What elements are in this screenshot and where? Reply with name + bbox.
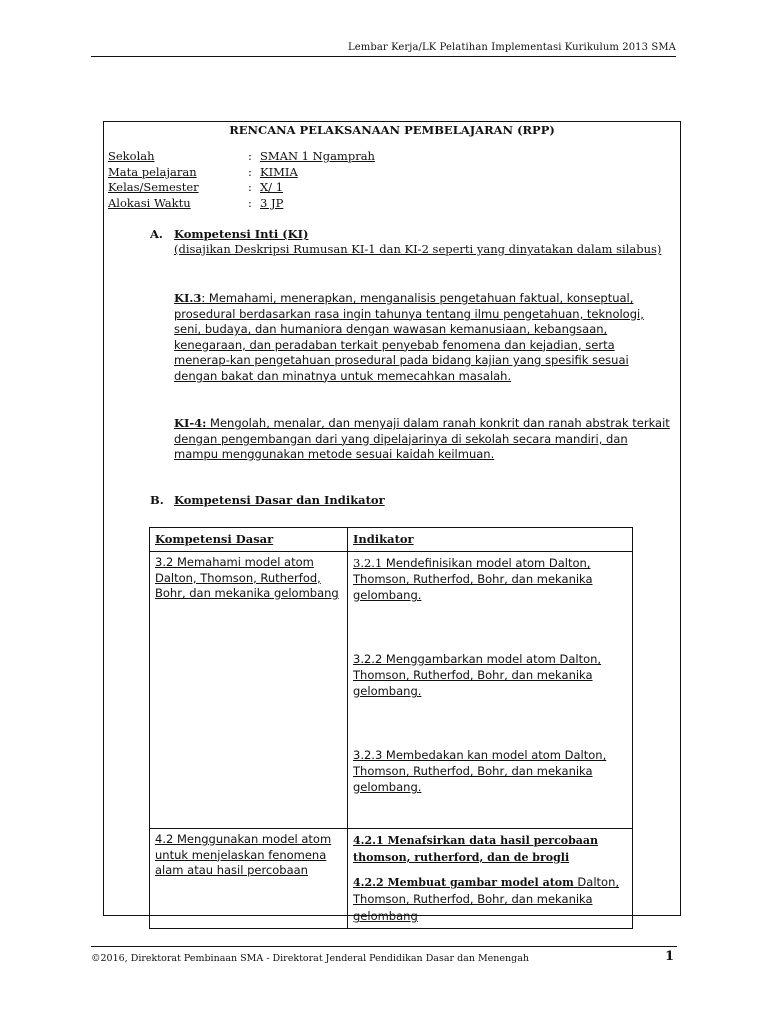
kd-text: 4.2 Menggunakan model atom untuk menjelaskan fenomena alam atau hasil percobaan	[155, 832, 332, 877]
identity-row-kelas	[108, 180, 375, 196]
section-title: Kompetensi Inti (KI)	[174, 227, 309, 241]
ki3-text: : Memahami, menerapkan, menganalisis pengetahuan faktual, konseptual, prosedural berdasarkan rasa ingin tahunya tentang ilmu pengetahuan, teknologi, seni, budaya, dan humaniora dengan wawasan kemanusiaan, kebangsaan, kenegaraan, dan peradaban terkait penyebab fenomena dan kejadian, serta menerap-kan pengetahuan prosedural pada bidang kajian yang spesifik sesuai dengan bakat dan minatnya untuk memecahkan masalah.	[174, 291, 644, 383]
indikator-item: 3.2.2 Menggambarkan model atom Dalton, Thomson, Rutherfod, Bohr, dan mekanika gelombang.	[353, 652, 602, 698]
header-kompetensi-dasar: Kompetensi Dasar	[150, 528, 348, 552]
header-rule	[91, 56, 676, 57]
page-header: Lembar Kerja/LK Pelatihan Implementasi Kurikulum 2013 SMA	[348, 42, 676, 53]
indikator-item: 3.2.1 Mendefinisikan model atom Dalton, Thomson, Rutherfod, Bohr, dan mekanika gelombang.	[353, 556, 593, 602]
identity-row-sekolah	[108, 149, 375, 165]
indikator-item: 4.2.2 Membuat gambar model atom Dalton, Thomson, Rutherfod, Bohr, dan mekanika gelombang	[353, 875, 620, 923]
identity-value: 3 JP	[260, 195, 284, 210]
kd-text: 3.2 Memahami model atom Dalton, Thomson, Rutherfod, Bohr, dan mekanika gelombang	[155, 555, 339, 600]
kd-indikator-table	[149, 527, 633, 929]
page-number: 1	[664, 949, 674, 964]
header-indikator: Indikator	[348, 528, 633, 552]
section-a-heading	[150, 227, 308, 241]
indikator-item: 4.2.1 Menafsirkan data hasil percobaan thomson, rutherford, dan de brogli	[353, 834, 599, 864]
identity-value: X/ 1	[260, 180, 284, 194]
section-b-heading	[150, 493, 385, 507]
ki3-label: KI.3	[174, 291, 202, 305]
identity-label: Mata pelajaran	[108, 164, 197, 179]
identity-row-mapel	[108, 165, 375, 181]
kd-cell	[150, 552, 348, 829]
identity-label: Alokasi Waktu	[108, 195, 191, 210]
indikator-cell	[348, 829, 633, 929]
table-row	[150, 552, 633, 829]
rpp-title: RENCANA PELAKSANAAN PEMBELAJARAN (RPP)	[229, 123, 555, 137]
ki4-paragraph	[174, 416, 674, 463]
footer-text: ©2016, Direktorat Pembinaan SMA - Direktorat Jenderal Pendidikan Dasar dan Menengah	[91, 953, 530, 964]
identity-row-alokasi	[108, 196, 375, 212]
table-header-row	[150, 528, 633, 552]
identity-separator: :	[248, 149, 252, 163]
indikator-cell	[348, 552, 633, 829]
kd-cell	[150, 829, 348, 929]
identity-separator: :	[248, 164, 252, 179]
section-letter: B.	[150, 493, 164, 507]
ki-subtitle: (disajikan Deskripsi Rumusan KI-1 dan KI-2 seperti yang dinyatakan dalam silabus)	[174, 242, 662, 256]
ki3-paragraph	[174, 291, 674, 384]
identity-separator: :	[248, 180, 252, 194]
identity-separator: :	[248, 195, 252, 210]
indikator-item: 3.2.3 Membedakan kan model atom Dalton, Thomson, Rutherfod, Bohr, dan mekanika gelombang.	[353, 748, 607, 794]
identity-label: Sekolah	[108, 149, 155, 163]
identity-label: Kelas/Semester	[108, 180, 199, 194]
footer-rule	[91, 946, 677, 947]
identity-block	[108, 149, 375, 211]
identity-value: SMAN 1 Ngamprah	[260, 149, 375, 163]
section-title: Kompetensi Dasar dan Indikator	[174, 493, 385, 507]
section-letter: A.	[150, 227, 163, 241]
identity-value: KIMIA	[260, 164, 298, 179]
ki4-text: Mengolah, menalar, dan menyaji dalam ranah konkrit dan ranah abstrak terkait dengan pengembangan dari yang dipelajarinya di sekolah secara mandiri, dan mampu menggunakan metode sesuai kaidah keilmuan.	[174, 416, 670, 461]
ki4-label: KI-4:	[174, 416, 207, 430]
table-row	[150, 829, 633, 929]
